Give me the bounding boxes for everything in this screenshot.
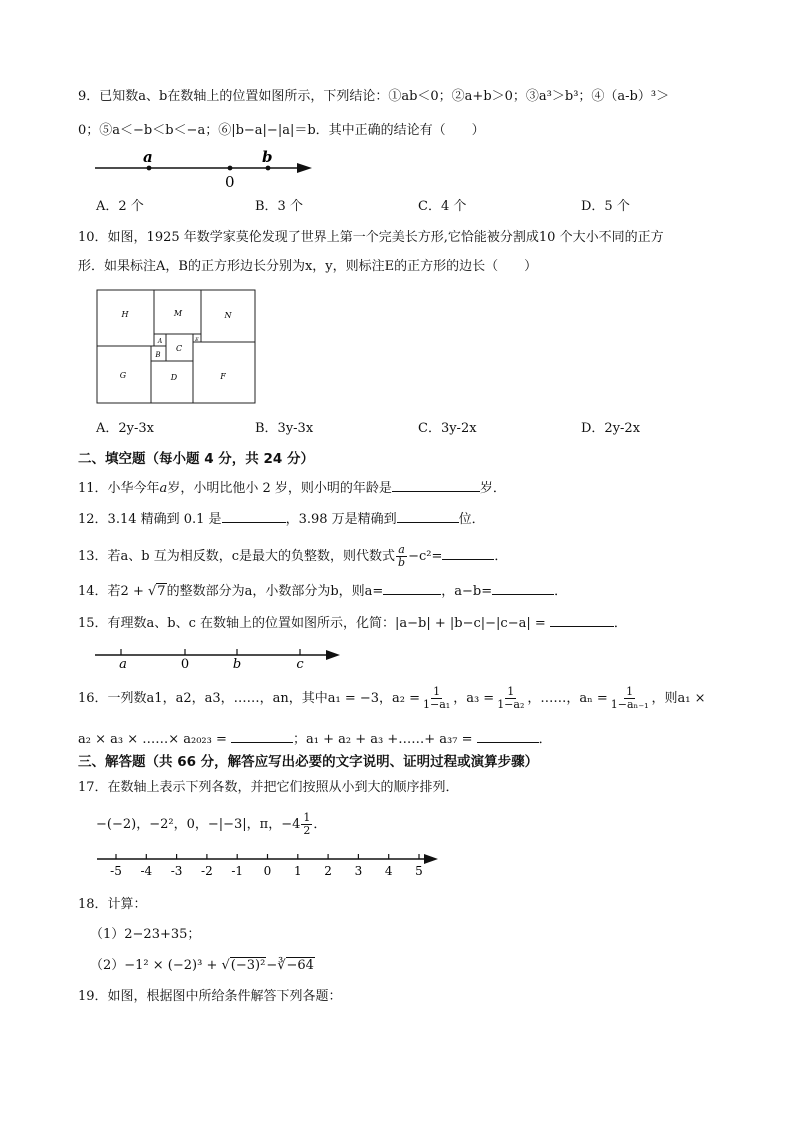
q17-tick-label: -3 bbox=[170, 864, 183, 878]
square-label-D: D bbox=[170, 373, 178, 382]
q10-option-b: B．3y-3x bbox=[255, 421, 314, 436]
q16-answer-blank-1[interactable] bbox=[231, 729, 293, 743]
q9-line2: 0；⑤a＜−b＜b＜−a；⑥|b−a|−|a|＝b．其中正确的结论有（ ） bbox=[78, 123, 485, 138]
q17-tick-label: -5 bbox=[110, 864, 122, 878]
q15: 15．有理数a、b、c 在数轴上的位置如图所示，化简：|a−b| + |b−c|−|c−a| = ． bbox=[78, 613, 627, 633]
square-label-B: B bbox=[155, 351, 161, 359]
q16-line2: a₂ × a₃ × ……× a₂₀₂₃ = ；a₁ + a₂ + a₃ +……+ a₃₇ = ． bbox=[78, 729, 552, 749]
q15-answer-blank[interactable] bbox=[550, 613, 614, 627]
q15-label-0: 0 bbox=[180, 657, 190, 672]
q15-label-b: b bbox=[232, 657, 242, 672]
q9-option-a: A．2 个 bbox=[96, 199, 144, 214]
q15-label-a: a bbox=[119, 657, 127, 672]
q17-tick-label: -2 bbox=[201, 864, 213, 878]
q9-line1: 9．已知数a、b在数轴上的位置如图所示，下列结论：①ab＜0；②a+b＞0；③a³＞b³；④（a-b）³＞ bbox=[78, 89, 670, 104]
q14: 14．若2 + √7的整数部分为a，小数部分为b，则a= ，a−b= ． bbox=[78, 581, 567, 601]
square-label-M: M bbox=[173, 309, 183, 318]
q16-line1: 16．一列数a1，a2，a3，……，an，其中a₁ = −3，a₂ = $\frac{1}{\text{1−a₁}}$ ，a₃ = $\frac{1}{\text{1−a₂}}$ ，……，aₙ = $\frac{1}{\text{1−aₙ₋₁}}$ ，则a₁ × bbox=[78, 685, 706, 711]
q17-tick-label: -1 bbox=[231, 864, 244, 878]
q17-mixed-fraction: $\frac{1}{2}$ bbox=[303, 811, 311, 837]
q17-tick-label: 1 bbox=[293, 864, 302, 878]
square-label-G: G bbox=[119, 371, 127, 380]
q17-numbers: −(−2)，−2²，0，−|−3|，π，−4 $\frac{1}{2}$ ． bbox=[96, 811, 327, 837]
square-label-H: H bbox=[121, 310, 129, 319]
q18-title: 18．计算： bbox=[78, 897, 147, 912]
q18-part1: （1）2−23+35； bbox=[90, 927, 201, 942]
section-answer-title: 三、解答题（共 66 分，解答应写出必要的文字说明、证明过程或演算步骤） bbox=[78, 754, 539, 770]
q16-fraction-a2: $\frac{1}{\text{1−a₁}}$ bbox=[423, 685, 451, 711]
q9-label-b: b bbox=[262, 148, 273, 166]
q14-answer-blank-1[interactable] bbox=[383, 581, 441, 595]
q10-line1: 10．如图，1925 年数学家莫伦发现了世界上第一个完美长方形,它恰能被分割成10 个大小不同的正方 bbox=[78, 230, 664, 245]
square-label-E: E bbox=[195, 337, 199, 343]
square-label-F: F bbox=[220, 372, 226, 381]
square-label-A: A bbox=[157, 338, 163, 345]
q9-label-0: 0 bbox=[225, 173, 235, 191]
q10-line2: 形．如果标注A，B的正方形边长分别为x，y，则标注E的正方形的边长（ ） bbox=[78, 259, 538, 274]
q9-label-a: a bbox=[143, 148, 153, 166]
q17-tick-label: -4 bbox=[140, 864, 153, 878]
q11-answer-blank[interactable] bbox=[392, 478, 480, 492]
q10-option-c: C．3y-2x bbox=[418, 421, 477, 436]
q16-fraction-an: $\frac{1}{\text{1−aₙ₋₁}}$ bbox=[610, 685, 649, 711]
q9-option-c: C．4 个 bbox=[418, 199, 467, 214]
q15-label-c: c bbox=[296, 657, 304, 672]
q14-answer-blank-2[interactable] bbox=[492, 581, 554, 595]
q11: 11．小华今年a岁，小明比他小 2 岁，则小明的年龄是 岁． bbox=[78, 478, 506, 498]
q10-option-d: D．2y-2x bbox=[581, 421, 641, 436]
q12-answer-blank-2[interactable] bbox=[397, 509, 459, 523]
q17-tick-label: 5 bbox=[415, 864, 423, 878]
square-label-N: N bbox=[224, 311, 232, 320]
square-label-C: C bbox=[175, 344, 183, 353]
q17-tick-label: 2 bbox=[324, 864, 332, 878]
section-fill-in-title: 二、填空题（每小题 4 分，共 24 分） bbox=[78, 451, 314, 467]
q10-option-a: A．2y-3x bbox=[96, 421, 154, 436]
q18-part2: （2）−1² × (−2)³ + √(−3)²−∛−64 bbox=[90, 958, 314, 973]
q16-fraction-a3: $\frac{1}{\text{1−a₂}}$ bbox=[497, 685, 525, 711]
q13-answer-blank[interactable] bbox=[442, 546, 494, 560]
q13-fraction: $\frac{a}{b}$ bbox=[398, 543, 406, 569]
q16-answer-blank-2[interactable] bbox=[477, 729, 539, 743]
q12-answer-blank-1[interactable] bbox=[222, 509, 286, 523]
q9-option-d: D．5 个 bbox=[581, 199, 630, 214]
q17-tick-label: 0 bbox=[263, 864, 272, 878]
q19-text: 19．如图，根据图中所给条件解答下列各题： bbox=[78, 989, 342, 1004]
q17-tick-label: 3 bbox=[354, 864, 363, 878]
q13: 13．若a、b 互为相反数，c是最大的负整数，则代数式 $\frac{a}{b}$ −c²= ． bbox=[78, 543, 508, 569]
q17-text: 17．在数轴上表示下列各数，并把它们按照从小到大的顺序排列． bbox=[78, 780, 459, 795]
q12: 12．3.14 精确到 0.1 是 ，3.98 万是精确到 位． bbox=[78, 509, 485, 529]
q9-option-b: B．3 个 bbox=[255, 199, 303, 214]
q17-tick-label: 4 bbox=[384, 864, 393, 878]
